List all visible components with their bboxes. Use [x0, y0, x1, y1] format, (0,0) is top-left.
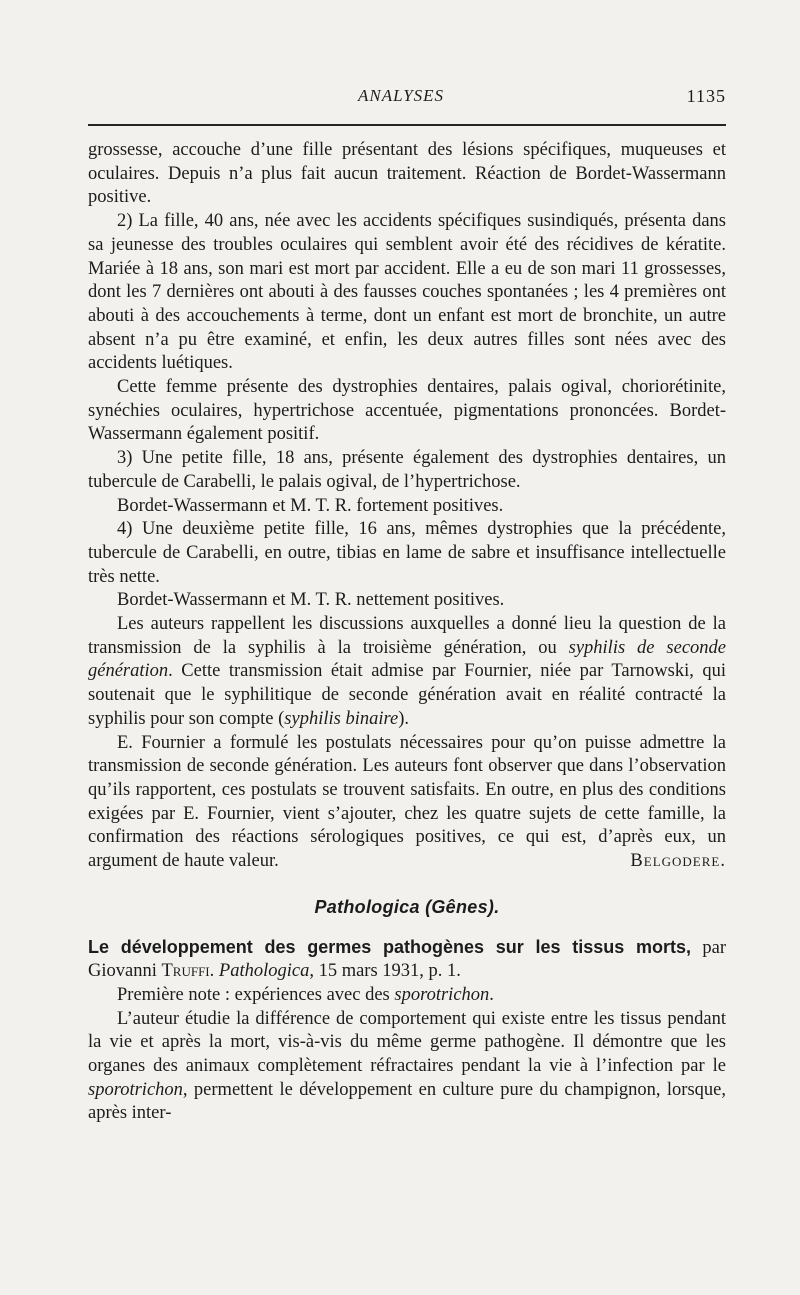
- case-2-paragraph: 2) La fille, 40 ans, née avec les accidents spécifiques susindiqués, présenta dans sa jeunesse des troubles oculaires qui semblent avoir été des récidives de kératite. Mariée à 18 ans, son mari est mort par accident. Elle a eu de son mari 11 grossesses, dont les 7 dernières ont abouti à des fausses couches spontanées ; les 4 premières ont abouti à des accouchements à terme, dont un enfant est mort de bronchite, un autre absent n’a pu être examiné, et enfin, les deux autres filles sont nées avec des accidents luétiques.: [88, 211, 726, 374]
- binary-syphilis-term: syphilis binaire: [284, 708, 399, 729]
- citation-details: , 15 mars 1931, p. 1.: [309, 961, 461, 982]
- summary-organism: sporotrichon: [88, 1079, 183, 1100]
- postulates-paragraph: [88, 732, 726, 874]
- discussion-text-3: ).: [398, 708, 410, 729]
- case-3-serology-paragraph: Bordet-Wassermann et M. T. R. fortement positives.: [117, 495, 504, 516]
- review-signature: Belgodere.: [630, 851, 726, 872]
- author-surname: Truffi: [161, 961, 210, 982]
- article-title: Le développement des germes pathogènes sur les tissus morts,: [88, 936, 692, 957]
- page-content: [88, 139, 726, 1126]
- note-organism: sporotrichon: [394, 984, 490, 1005]
- header-rule: [88, 124, 726, 126]
- citation-separator: .: [209, 961, 219, 982]
- summary-text-1: L’auteur étudie la différence de comportement qui existe entre les tissus pendant la vie et après la mort, vis-à-vis du même germe pathogène. Il démontre que les organes des animaux complètement réfractaires pendant la vie à l’infection par le: [88, 1008, 726, 1077]
- running-header: [88, 86, 726, 116]
- transmission-discussion-paragraph: [88, 613, 726, 732]
- note-suffix: .: [489, 984, 494, 1005]
- continued-paragraph: grossesse, accouche d’une fille présentant des lésions spécifiques, muqueuses et oculaires. Depuis n’a plus fait aucun traitement. Réaction de Bordet-Wassermann positive.: [88, 140, 726, 208]
- article-reference: [88, 936, 726, 984]
- postulates-text: E. Fournier a formulé les postulats nécessaires pour qu’on puisse admettre la transmission de seconde génération. Les auteurs font observer que dans l’observation qu’ils rapportent, ces postulats se trouvent satisfaits. En outre, en plus des conditions exigées par E. Fournier, vient s’ajouter, chez les quatre sujets de cette famille, la confirmation des réactions sérologiques positives, ce qui est, d’après eux, un argument de haute valeur.: [88, 732, 726, 872]
- case-4-serology-paragraph: Bordet-Wassermann et M. T. R. nettement positives.: [117, 590, 505, 611]
- note-prefix: Première note : expériences avec des: [117, 984, 395, 1005]
- discussion-text-2: . Cette transmission était admise par Fournier, niée par Tarnowski, qui soutenait que le syphilitique de seconde génération avait en réalité contracté la syphilis pour son compte (: [88, 661, 726, 729]
- page-number: 1135: [686, 86, 726, 106]
- article-summary-paragraph: [88, 1008, 726, 1127]
- first-note-paragraph: [88, 984, 726, 1008]
- symptoms-paragraph: Cette femme présente des dystrophies dentaires, palais ogival, choriorétinite, synéchies oculaires, hypertrichose accentuée, pigmentations prononcées. Bordet-Wassermann également positif.: [88, 377, 726, 445]
- journal-name: Pathologica: [218, 961, 310, 982]
- second-generation-term: syphilis de seconde génération: [88, 637, 727, 682]
- case-4-paragraph: 4) Une deuxième petite fille, 16 ans, mêmes dystrophies que la précédente, tubercule de Carabelli, en outre, tibias en lame de sabre et insuffisance intellectuelle très nette.: [88, 519, 726, 587]
- byline-prefix: par Giovanni: [88, 937, 726, 982]
- journal-section-heading: Pathologica (Gênes).: [314, 896, 500, 917]
- case-3-paragraph: 3) Une petite fille, 18 ans, présente également des dystrophies dentaires, un tubercule de Carabelli, le palais ogival, de l’hypertrichose.: [88, 448, 726, 492]
- summary-text-2: , permettent le développement en culture pure du champignon, lorsque, après inter-: [88, 1079, 726, 1124]
- discussion-text-1: Les auteurs rappellent les discussions auxquelles a donné lieu la question de la transmission de la syphilis à la troisième génération, ou: [88, 614, 726, 658]
- running-title: ANALYSES: [358, 86, 445, 105]
